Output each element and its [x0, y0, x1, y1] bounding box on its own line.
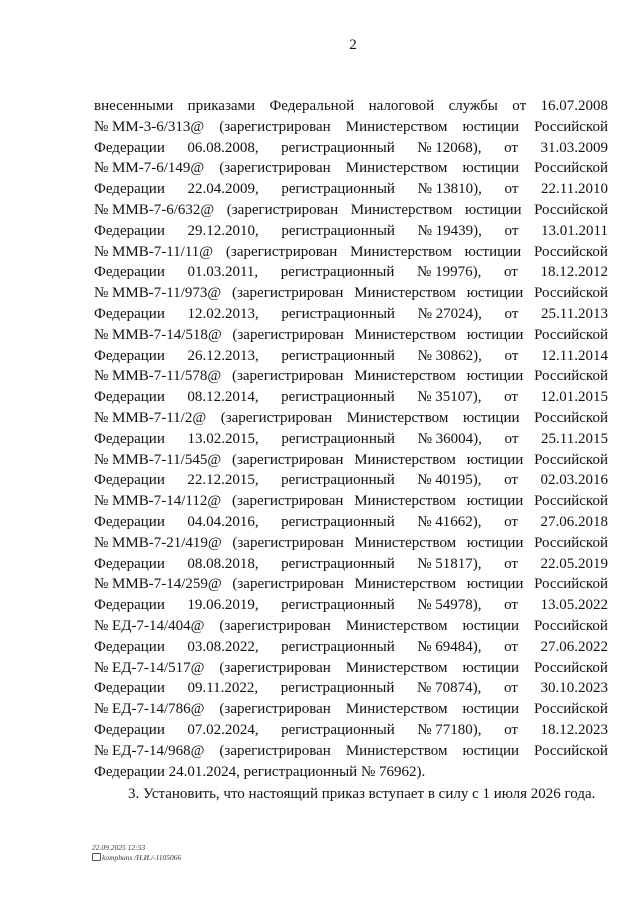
word: № ММВ-7-14/259@ — [94, 576, 222, 593]
text-line — [94, 574, 608, 595]
word: 26.12.2013, — [187, 347, 259, 364]
word: 13.05.2022 — [540, 597, 608, 614]
word: 08.08.2018, — [187, 555, 259, 572]
word: юстиции — [464, 243, 522, 260]
word: 31.03.2009 — [540, 139, 608, 156]
word: Министерством — [345, 659, 448, 676]
word: 22.05.2019 — [540, 555, 608, 572]
text-line — [94, 699, 608, 720]
text-line-last: Федерации 24.01.2024, регистрационный № 76962). — [94, 763, 426, 780]
text-line — [94, 304, 608, 325]
word: Федерации — [94, 305, 165, 322]
text-line — [94, 96, 608, 117]
word: юстиции — [462, 701, 520, 718]
word: (зарегистрирован — [219, 659, 331, 676]
text-line — [94, 179, 608, 200]
word: Министерством — [345, 701, 448, 718]
word: № ЕД-7-14/404@ — [94, 617, 205, 634]
word: Российской — [534, 701, 608, 718]
text-line — [94, 470, 608, 491]
word: от — [512, 98, 527, 114]
word: от — [504, 430, 519, 447]
word: Российской — [534, 617, 608, 634]
word: Федерации — [94, 222, 165, 239]
word: Российской — [534, 326, 608, 343]
text-line — [94, 491, 608, 512]
word: юстиции — [466, 576, 524, 593]
word: юстиции — [466, 368, 524, 385]
word: от — [504, 347, 519, 364]
word: Федерации — [94, 430, 165, 447]
word: Федерации — [94, 347, 165, 364]
word: Федерации — [94, 472, 165, 489]
word: Федерации — [94, 264, 165, 281]
word: (зарегистрирован — [231, 451, 344, 468]
word: приказами — [187, 98, 256, 114]
word: Федерации — [94, 638, 165, 655]
word: Российской — [534, 160, 608, 177]
text-line — [94, 158, 608, 179]
word: регистрационный — [281, 430, 395, 447]
word: (зарегистрирован — [219, 742, 331, 759]
word: Российской — [534, 118, 608, 135]
word: Министерством — [354, 534, 457, 551]
word: внесенными — [94, 98, 174, 114]
word: от — [504, 389, 518, 406]
word: от — [504, 305, 519, 322]
word: № ММВ-7-21/419@ — [94, 534, 222, 551]
word: от — [504, 513, 518, 530]
word: юстиции — [466, 493, 524, 510]
text-line — [94, 678, 608, 699]
word: от — [504, 222, 519, 239]
word: от — [504, 139, 518, 156]
word: регистрационный — [281, 721, 395, 738]
word: регистрационный — [281, 222, 395, 239]
word: № 19976), — [417, 264, 482, 281]
word: юстиции — [462, 617, 520, 634]
word: Министерством — [350, 201, 453, 218]
word: юстиции — [462, 659, 520, 676]
word: Российской — [534, 742, 608, 759]
word: 18.12.2023 — [540, 721, 608, 738]
word: № 40195), — [417, 472, 482, 489]
word: № ММВ-7-14/112@ — [94, 493, 222, 510]
word: 25.11.2013 — [541, 305, 608, 322]
word: Российской — [534, 576, 608, 593]
word: Министерством — [354, 368, 456, 385]
word: 06.08.2008, — [187, 139, 259, 156]
word: 22.11.2010 — [541, 181, 608, 198]
word: юстиции — [462, 742, 520, 759]
document-icon — [92, 853, 101, 861]
word: регистрационный — [281, 597, 395, 614]
word: № 36004), — [417, 430, 482, 447]
word: Федерации — [94, 389, 165, 406]
word: Российской — [534, 285, 608, 302]
text-line — [94, 554, 608, 575]
word: 12.02.2013, — [187, 305, 259, 322]
footer-ref-row — [92, 853, 181, 863]
text-line — [94, 637, 608, 658]
word: юстиции — [466, 326, 524, 343]
text-line — [94, 117, 608, 138]
word: регистрационный — [280, 680, 395, 697]
word: Министерством — [354, 493, 456, 510]
text-line — [94, 325, 608, 346]
word: Российской — [534, 409, 608, 426]
word: юстиции — [462, 118, 520, 135]
word: Министерством — [345, 160, 448, 177]
word: службы — [448, 98, 498, 114]
word: 13.02.2015, — [187, 430, 259, 447]
text-line — [94, 408, 608, 429]
word: № ЕД-7-14/786@ — [94, 701, 205, 718]
word: № 19439), — [417, 222, 482, 239]
text-line — [94, 429, 608, 450]
word: (зарегистрирован — [232, 576, 344, 593]
word: 04.04.2016, — [187, 513, 259, 530]
word: регистрационный — [281, 389, 395, 406]
word: (зарегистрирован — [231, 285, 344, 302]
word: 03.08.2022, — [187, 638, 259, 655]
word: Российской — [534, 493, 608, 510]
word: юстиции — [462, 409, 520, 426]
word: 07.02.2024, — [187, 721, 259, 738]
word: № ММВ-7-6/632@ — [94, 201, 215, 218]
word: 16.07.2008 — [540, 98, 608, 114]
word: (зарегистрирован — [226, 201, 339, 218]
word: № 70874), — [417, 680, 482, 697]
word: № 35107), — [417, 389, 482, 406]
word: регистрационный — [281, 347, 395, 364]
word: регистрационный — [281, 472, 395, 489]
word: № ММВ-7-11/545@ — [94, 451, 222, 468]
word: 22.12.2015, — [187, 472, 259, 489]
text-line — [94, 262, 608, 283]
word: № ЕД-7-14/517@ — [94, 659, 205, 676]
word: 27.06.2018 — [540, 513, 608, 530]
word: от — [504, 721, 518, 738]
text-line — [94, 346, 608, 367]
text-line — [94, 658, 608, 679]
text-line — [94, 283, 608, 304]
word: (зарегистрирован — [232, 326, 344, 343]
word: № 41662), — [417, 513, 482, 530]
word: от — [504, 638, 518, 655]
word: 22.04.2009, — [187, 181, 259, 198]
word: регистрационный — [281, 181, 395, 198]
word: Министерством — [354, 326, 457, 343]
word: 18.12.2012 — [540, 264, 608, 281]
word: регистрационный — [281, 638, 395, 655]
word: Российской — [534, 368, 608, 385]
word: № ММВ-7-14/518@ — [94, 326, 222, 343]
word: 08.12.2014, — [187, 389, 259, 406]
word: (зарегистрирован — [225, 243, 338, 260]
word: № 30862), — [417, 347, 482, 364]
text-line — [94, 366, 608, 387]
footer-ref: kompbuns /Н.И./-1105066 — [102, 853, 182, 862]
word: юстиции — [464, 201, 522, 218]
word: юстиции — [466, 534, 524, 551]
word: регистрационный — [281, 513, 395, 530]
word: 09.11.2022, — [187, 680, 259, 697]
word: от — [504, 472, 518, 489]
word: 19.06.2019, — [187, 597, 259, 614]
word: Федерации — [94, 721, 165, 738]
word: Министерством — [346, 409, 449, 426]
word: Российской — [534, 243, 608, 260]
word: Российской — [534, 451, 608, 468]
word: Министерством — [350, 243, 452, 260]
word: 29.12.2010, — [187, 222, 259, 239]
word: Федерации — [94, 513, 165, 530]
word: регистрационный — [281, 555, 395, 572]
word: 12.01.2015 — [540, 389, 608, 406]
word: Федерации — [94, 139, 165, 156]
word: (зарегистрирован — [232, 534, 344, 551]
text-line — [94, 512, 608, 533]
word: регистрационный — [280, 264, 395, 281]
word: (зарегистрирован — [219, 160, 331, 177]
word: 27.06.2022 — [540, 638, 608, 655]
word: № 54978), — [417, 597, 482, 614]
word: Министерством — [345, 742, 448, 759]
paragraph-3: 3. Установить, что настоящий приказ вступает в силу с 1 июля 2026 года. — [128, 786, 596, 803]
word: от — [503, 264, 518, 281]
word: Федерации — [94, 181, 165, 198]
word: № ММВ-7-11/973@ — [94, 285, 222, 302]
word: № 69484), — [417, 638, 482, 655]
text-line — [94, 616, 608, 637]
word: юстиции — [466, 285, 524, 302]
word: № 13810), — [417, 181, 482, 198]
word: от — [504, 597, 518, 614]
word: Федерации — [94, 680, 165, 697]
text-line — [94, 533, 608, 554]
word: (зарегистрирован — [220, 409, 333, 426]
word: № ММ-7-6/149@ — [94, 160, 205, 177]
word: налоговой — [368, 98, 435, 114]
word: регистрационный — [281, 305, 395, 322]
word: Министерством — [354, 576, 457, 593]
word: Министерством — [345, 118, 448, 135]
word: 01.03.2011, — [187, 264, 259, 281]
text-line — [94, 138, 608, 159]
text-line — [94, 741, 608, 762]
text-line — [94, 720, 608, 741]
word: № 51817), — [417, 555, 482, 572]
word: Российской — [534, 659, 608, 676]
text-line — [94, 595, 608, 616]
word: Российской — [534, 201, 608, 218]
word: № 77180), — [417, 721, 482, 738]
word: № ММВ-7-11/578@ — [94, 368, 222, 385]
word: (зарегистрирован — [231, 493, 344, 510]
footer-stamp — [92, 843, 181, 863]
text-line — [94, 200, 608, 221]
text-line — [94, 387, 608, 408]
word: юстиции — [462, 160, 520, 177]
word: от — [504, 555, 518, 572]
word: 30.10.2023 — [540, 680, 608, 697]
text-line — [94, 450, 608, 471]
word: № ЕД-7-14/968@ — [94, 742, 205, 759]
word: (зарегистрирован — [231, 368, 344, 385]
footer-date: 22.09.2025 12:53 — [92, 843, 146, 852]
word: Российской — [534, 534, 608, 551]
word: Федерации — [94, 597, 165, 614]
word: от — [503, 680, 518, 697]
word: 25.11.2015 — [541, 430, 608, 447]
word: 12.11.2014 — [541, 347, 608, 364]
word: № ММВ-7-11/2@ — [94, 409, 207, 426]
word: Министерством — [354, 285, 456, 302]
word: регистрационный — [281, 139, 395, 156]
word: Федерации — [94, 555, 165, 572]
word: от — [504, 181, 519, 198]
word: (зарегистрирован — [219, 617, 331, 634]
word: 13.01.2011 — [541, 222, 608, 239]
page-number: 2 — [349, 37, 357, 53]
word: № 12068), — [417, 139, 482, 156]
word: Министерством — [354, 451, 456, 468]
document-body — [94, 96, 608, 805]
word: № ММ-3-6/313@ — [94, 118, 205, 135]
word: № ММВ-7-11/11@ — [94, 243, 214, 260]
word: 02.03.2016 — [540, 472, 608, 489]
word: Федеральной — [269, 98, 355, 114]
word: (зарегистрирован — [219, 118, 331, 135]
text-line — [94, 221, 608, 242]
word: № 27024), — [417, 305, 482, 322]
word: (зарегистрирован — [219, 701, 331, 718]
word: Министерством — [345, 617, 448, 634]
word: юстиции — [466, 451, 524, 468]
text-line — [94, 242, 608, 263]
